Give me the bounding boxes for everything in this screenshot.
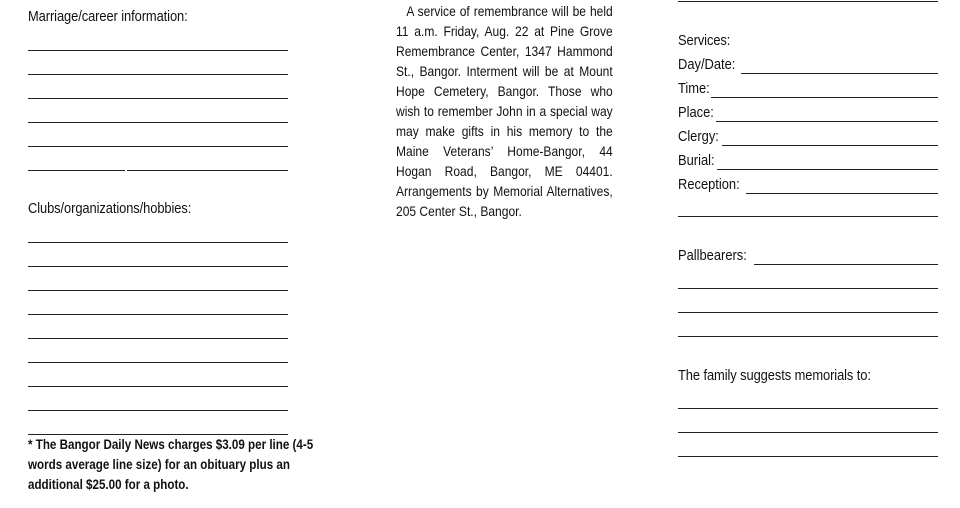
marriage-line[interactable] <box>28 50 288 51</box>
clubs-line[interactable] <box>28 386 288 387</box>
burial-field[interactable] <box>678 152 938 170</box>
clubs-line[interactable] <box>28 410 288 411</box>
burial-label: Burial: <box>678 152 715 169</box>
marriage-line[interactable] <box>28 122 288 123</box>
top-continuation-line[interactable] <box>678 1 938 2</box>
reception-field[interactable] <box>678 176 938 194</box>
clubs-line[interactable] <box>28 290 288 291</box>
reception-extra-line[interactable] <box>678 216 938 217</box>
pallbearers-line[interactable] <box>678 288 938 289</box>
time-label: Time: <box>678 80 710 97</box>
clubs-line[interactable] <box>28 266 288 267</box>
day-date-field[interactable] <box>678 56 938 74</box>
memorials-heading: The family suggests memorials to: <box>678 367 871 384</box>
clergy-line[interactable] <box>722 131 938 146</box>
place-line[interactable] <box>716 107 938 122</box>
clubs-line[interactable] <box>28 338 288 339</box>
memorials-line[interactable] <box>678 408 938 409</box>
marriage-line[interactable] <box>28 170 125 171</box>
pallbearers-field[interactable] <box>678 247 938 265</box>
place-field[interactable] <box>678 104 938 122</box>
clubs-line[interactable] <box>28 314 288 315</box>
pricing-footnote: * The Bangor Daily News charges $3.09 per line (4-5 words average line size) for an obituary plus an additional $25.00 for a photo. <box>28 437 314 492</box>
day-date-line[interactable] <box>741 59 938 74</box>
pallbearers-line[interactable] <box>754 250 938 265</box>
marriage-line[interactable] <box>28 146 288 147</box>
clergy-label: Clergy: <box>678 128 719 145</box>
services-heading: Services: <box>678 32 731 49</box>
memorials-line[interactable] <box>678 432 938 433</box>
service-notice-text: A service of remembrance will be held 11 a.m. Friday, Aug. 22 at Pine Grove Remembrance Center, 1347 Hammond St., Bangor. Interment will be at Mount Hope Cemetery, Bangor. Those who wish to remember John in a special way may make gifts in his memory to the Maine Veterans’ Home-Bangor, 44 Hogan Road, Bangor, ME 04401. Arrangements by Memorial Alternatives, 205 Center St., Bangor. <box>396 3 613 219</box>
pallbearers-label: Pallbearers: <box>678 247 747 264</box>
burial-line[interactable] <box>717 155 938 170</box>
clubs-line[interactable] <box>28 362 288 363</box>
memorials-line[interactable] <box>678 456 938 457</box>
place-label: Place: <box>678 104 714 121</box>
time-field[interactable] <box>678 80 938 98</box>
clubs-hobbies-heading: Clubs/organizations/hobbies: <box>28 200 192 217</box>
marriage-line[interactable] <box>28 74 288 75</box>
marriage-line[interactable] <box>127 170 288 171</box>
clubs-line[interactable] <box>28 242 288 243</box>
marriage-line[interactable] <box>28 98 288 99</box>
day-date-label: Day/Date: <box>678 56 736 73</box>
reception-label: Reception: <box>678 176 740 193</box>
pallbearers-line[interactable] <box>678 336 938 337</box>
pallbearers-line[interactable] <box>678 312 938 313</box>
marriage-career-heading: Marriage/career information: <box>28 8 188 25</box>
reception-line[interactable] <box>746 179 938 194</box>
time-line[interactable] <box>711 83 938 98</box>
clergy-field[interactable] <box>678 128 938 146</box>
